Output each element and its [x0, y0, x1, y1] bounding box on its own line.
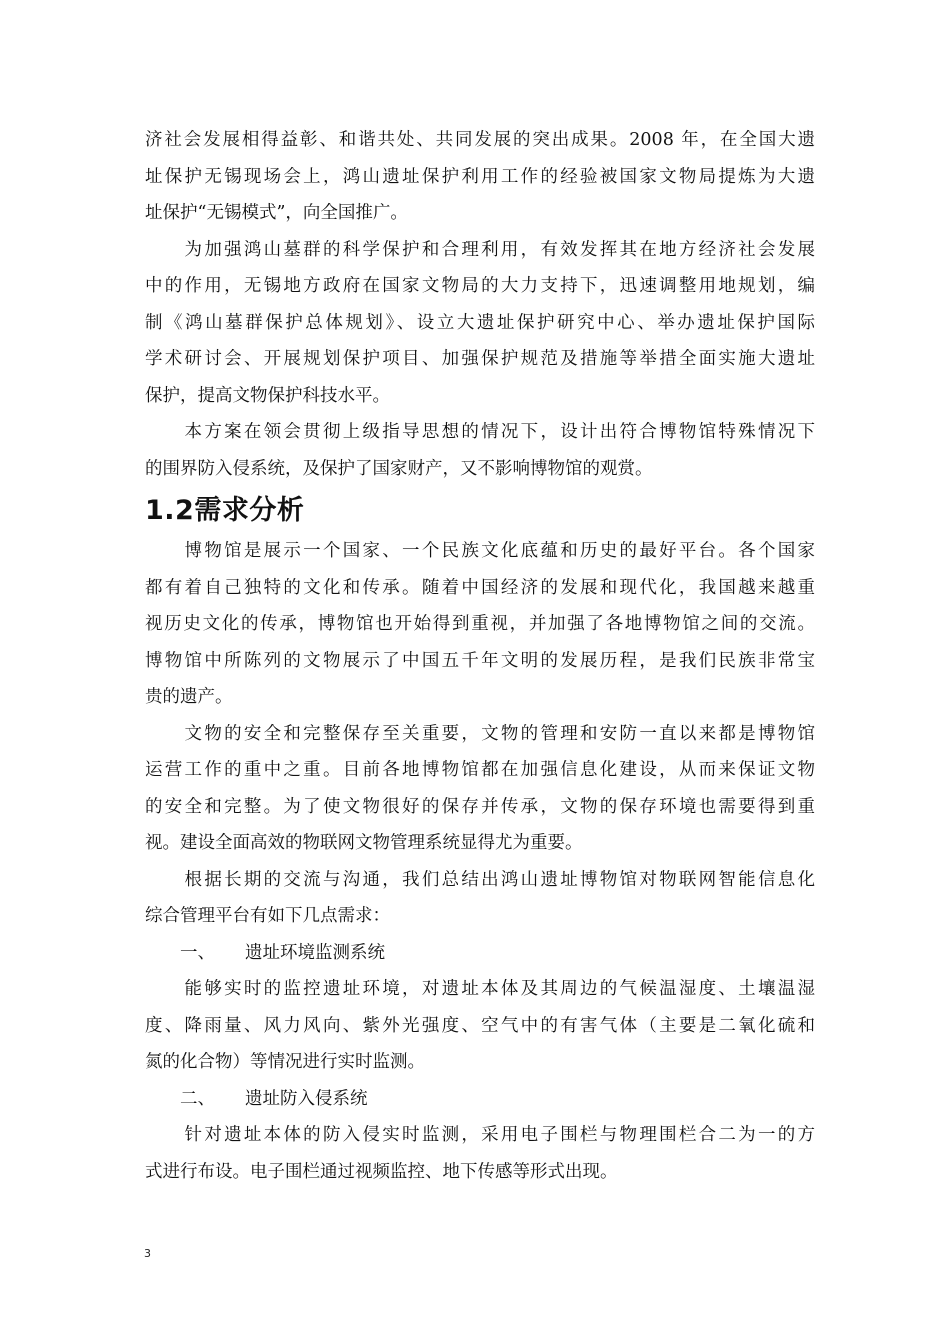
list-item-number: 一、 — [180, 942, 215, 963]
list-item-heading — [145, 1081, 815, 1118]
text-line: 文物的安全和完整保存至关重要，文物的管理和安防一直以来都是博物馆 — [145, 723, 815, 744]
text-line: 能够实时的监控遗址环境，对遗址本体及其周边的气候温湿度、土壤温湿 — [145, 979, 815, 999]
page-content — [145, 122, 815, 1190]
text-line: 中的作用，无锡地方政府在国家文物局的大力支持下，迅速调整用地规划，编 — [145, 276, 815, 296]
text-line: 的安全和完整。为了使文物很好的保存并传承，文物的保存环境也需要得到重 — [145, 796, 815, 817]
paragraph-environment-monitoring — [145, 971, 815, 1081]
text-line: 本方案在领会贯彻上级指导思想的情况下，设计出符合博物馆特殊情况下 — [145, 422, 815, 442]
text-line: 为加强鸿山墓群的科学保护和合理利用，有效发挥其在地方经济社会发展 — [145, 239, 815, 260]
list-item-title: 遗址环境监测系统 — [245, 942, 385, 963]
page-number: 3 — [144, 1247, 151, 1260]
paragraph-protection-measures — [145, 232, 815, 415]
text-line: 博物馆是展示一个国家、一个民族文化底蕴和历史的最好平台。各个国家 — [145, 541, 815, 561]
text-line: 根据长期的交流与沟通，我们总结出鸿山遗址博物馆对物联网智能信息化 — [145, 869, 815, 890]
text-line: 综合管理平台有如下几点需求： — [145, 906, 390, 926]
text-line: 济社会发展相得益彰、和谐共处、共同发展的突出成果。2008 年，在全国大遗 — [145, 130, 815, 150]
paragraph-requirements-intro — [145, 862, 815, 935]
section-heading: 1.2需求分析 — [145, 495, 305, 526]
text-line: 针对遗址本体的防入侵实时监测，采用电子围栏与物理围栏合二为一的方 — [145, 1125, 815, 1145]
text-line: 氮的化合物）等情况进行实时监测。 — [145, 1052, 425, 1072]
text-line: 式进行布设。电子围栏通过视频监控、地下传感等形式出现。 — [145, 1161, 618, 1182]
text-line: 度、降雨量、风力风向、紫外光强度、空气中的有害气体（主要是二氧化硫和 — [145, 1015, 815, 1036]
paragraph-intrusion-prevention — [145, 1117, 815, 1190]
list-item-number: 二、 — [180, 1088, 215, 1109]
text-line: 都有着自己独特的文化和传承。随着中国经济的发展和现代化，我国越来越重 — [145, 577, 815, 598]
list-item-title: 遗址防入侵系统 — [245, 1088, 368, 1109]
text-line: 制《鸿山墓群保护总体规划》、设立大遗址保护研究中心、举办遗址保护国际 — [145, 312, 815, 333]
paragraph-intro-continuation — [145, 122, 815, 232]
paragraph-museum-role — [145, 533, 815, 716]
text-line: 视。建设全面高效的物联网文物管理系统显得尤为重要。 — [145, 833, 583, 853]
text-line: 博物馆中所陈列的文物展示了中国五千年文明的发展历程，是我们民族非常宝 — [145, 650, 815, 671]
text-line: 视历史文化的传承，博物馆也开始得到重视，并加强了各地博物馆之间的交流。 — [145, 614, 815, 634]
paragraph-plan-summary — [145, 414, 815, 487]
text-line: 运营工作的重中之重。目前各地博物馆都在加强信息化建设，从而来保证文物 — [145, 760, 815, 780]
text-line: 学术研讨会、开展规划保护项目、加强保护规范及措施等举措全面实施大遗址 — [145, 349, 815, 369]
text-line: 保护，提高文物保护科技水平。 — [145, 385, 390, 406]
list-item-heading — [145, 935, 815, 972]
text-line: 的围界防入侵系统，及保护了国家财产，又不影响博物馆的观赏。 — [145, 458, 653, 479]
paragraph-relic-safety — [145, 716, 815, 862]
text-line: 址保护无锡现场会上，鸿山遗址保护利用工作的经验被国家文物局提炼为大遗 — [145, 166, 815, 187]
text-line: 贵的遗产。 — [145, 687, 233, 707]
text-line: 址保护“无锡模式”，向全国推广。 — [145, 203, 408, 223]
